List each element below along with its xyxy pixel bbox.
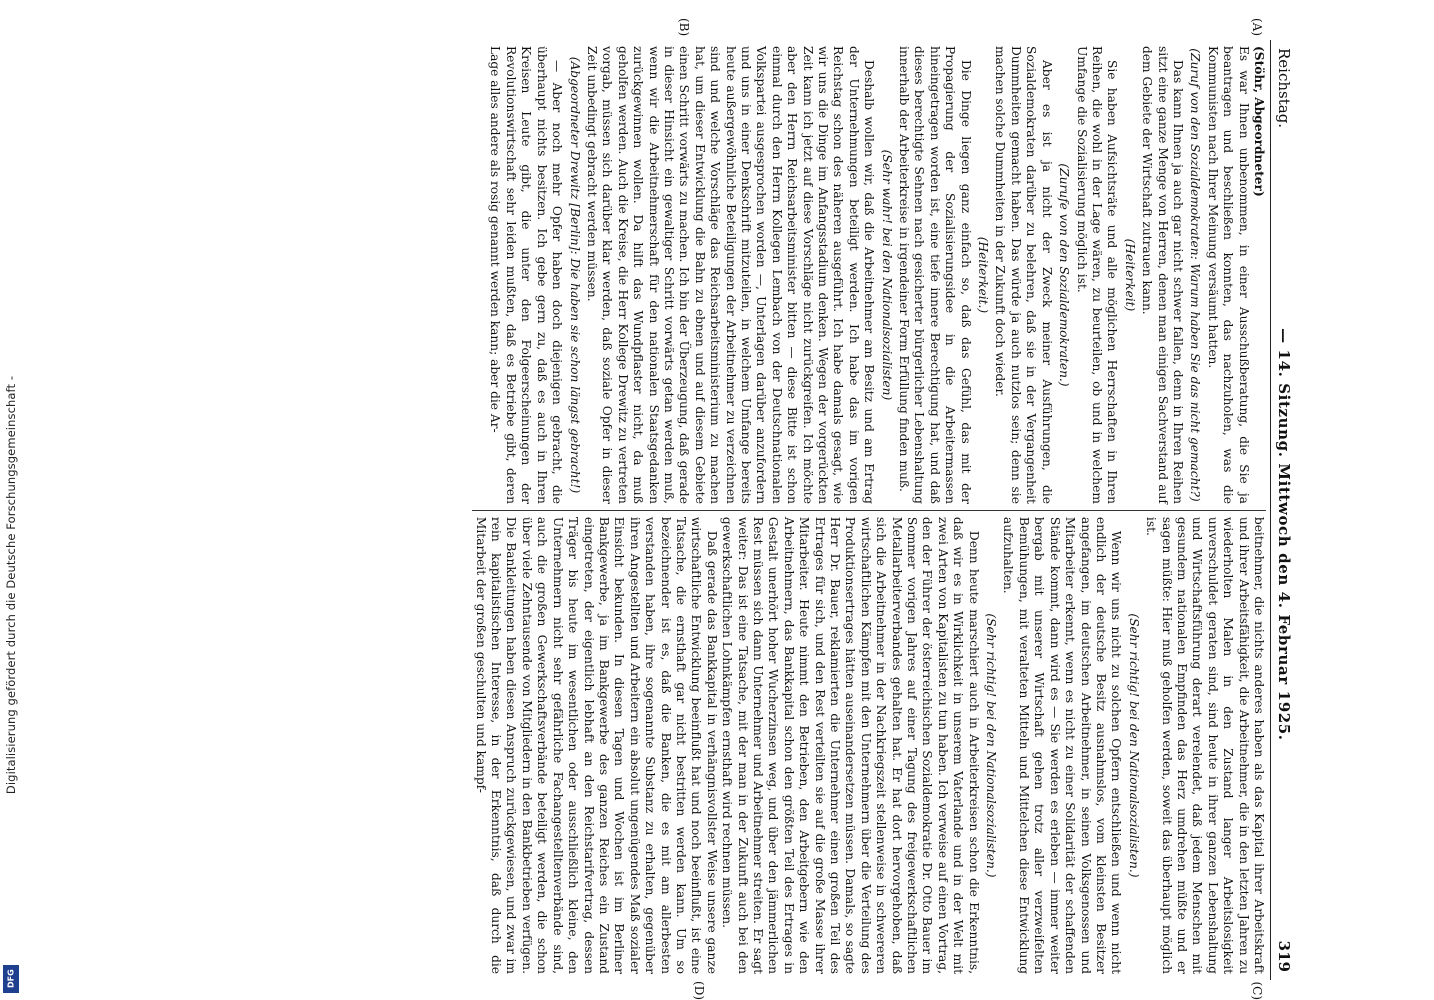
paragraph: Die Dinge liegen ganz einfach so, daß das Gefühl, das mit der Propagierung der Sozialisierungsidee in die Arbeitermassen hineingetragen worden ist, eine tiefe innere Berechtigung hat, und daß dieses berechtigte Sehnen nach gesicherter bürgerlicher Lebenshaltung innerhalb der Arbeiterkreise in irgendeiner Form Erfüllung finden muß. [897, 46, 973, 504]
text-columns [472, 18, 1266, 1000]
paragraph: Das kann Ihnen ja auch gar nicht schwer fallen, denn in Ihren Reihen sitzt eine ganze Menge von Herren, denen man einigen Sachverstand auf dem Gebiete der Wirtschaft zutrauen kann. [1140, 46, 1185, 504]
digitization-note-text: Digitalisierung gefördert durch die Deutsche Forschungsgemeinschaft - [4, 375, 18, 795]
header-left: Reichstag. [1275, 48, 1293, 129]
paragraph: Daß gerade das Bankkapital in verhängnisvollster Weise unsere ganze wirtschaftliche Entwicklung beeinflußt hat und noch beeinflußt, ist eine Tatsache, die ernsthaft gar nicht bestritten werden kann. Um so bezeichnender ist es, daß die Banken, die es mit am allerbesten verstanden haben, ihre sogenannte Substanz zu erhalten, gegenüber ihren Angestellten und Arbeitern ein absolut ungenügendes Maß sozialer Einsicht bekunden. In diesen Tagen und Wochen ist im Berliner Bankgewerbe, ja im Bankgewerbe des ganzen Reiches ein Zustand eingetreten, der eigentlich lebhaft an den Reichstarifvertrag, dessen Träger bis heute im wesentlichen oder ausschließlich kleine, den Unternehmern nicht sehr gefährliche Fachangestelltenverbände sind, auch die großen Gewerkschaftsverbände beteiligt werden, die schon über viele Zehntausende von Mitgliedern in den Bankbetrieben verfügen. Die Bankleitungen haben diesen Anspruch zurückgewiesen, und zwar im rein kapitalistischen Interesse, in der Erkenntnis, daß durch die Mitarbeit der großen geschulten und kampf- [473, 516, 719, 974]
paragraph: Sie haben Aufsichtsräte und alle möglichen Herrschaften in Ihren Reihen, die wohl in der Lage wären, zu beurteilen, ob und in welchem Umfange die Sozialisierung möglich ist. [1074, 46, 1120, 504]
paragraph: Aber es ist ja nicht der Zweck meiner Ausführungen, die Sozialdemokraten darüber zu belehren, daß sie in der Vergangenheit Dummheiten gemacht haben. Das würde ja auch nutzlos sein; denn sie machen solche Dummheiten in der Zukunft doch wieder. [993, 46, 1054, 504]
interjection: (Zurufe von den Sozialdemokraten.) [1057, 163, 1072, 387]
right-column [472, 510, 1266, 980]
paragraph: Es war Ihnen unbenommen, in einer Ausschußberatung, die Sie ja beantragen und beschließen konnten, das nachzuholen, was die Kommunisten nach Ihrer Meinung versäumt hatten. [1205, 46, 1251, 504]
marker-b: (B) [677, 18, 691, 37]
paragraph: — Aber noch mehr Opfer haben doch diejenigen gebracht, die überhaupt nichts besitzen. Ich gebe gern zu, daß es auch in Ihren Kreisen Leute gibt, die unter den Folgeerscheinungen der Revolutionswirtschaft sehr leiden mußten, daß es Betriebe gibt, deren Lage alles andere als rosig genannt werden kann; aber die Ar- [488, 46, 565, 504]
page-number: 319 [1275, 940, 1293, 972]
interjection: (Sehr richtig! bei den Nationalsozialisten.) [984, 613, 999, 878]
marker-c: (C) [1250, 981, 1264, 1000]
interjection: (Zuruf von den Sozialdemokraten: Warum haben Sie das nicht gemacht?) [1188, 48, 1203, 502]
left-column [472, 40, 1266, 510]
page-header [1270, 40, 1293, 980]
dfg-logo: DFG [3, 965, 19, 993]
interjection: (Sehr wahr! bei den Nationalsozialisten) [879, 149, 894, 401]
paragraph: Deshalb wollen wir, daß die Arbeitnehmer am Besitz und am Ertrag der Unternehmungen beteiligt werden. Ich habe das im vorigen Reichstag schon des näheren ausgeführt. Ich habe damals gesagt, wie wir uns die Dinge im Anfangsstadium denken. Wegen der vorgerückten Zeit kann ich jetzt auf diese Vorschläge nicht zurückgreifen. Ich möchte aber den Herrn Reichsarbeitsminister bitten — diese Bitte ist schon einmal durch den Herrn Kollegen Lembach von der Deutschnationalen Volkspartei ausgesprochen worden —, Unterlagen darüber anzufordern und uns in einer Denkschrift mitzuteilen, in welchem Umfange bereits heute außergewöhnliche Beteiligungen der Arbeitnehmer zu verzeichnen sind und welche Vorschläge das Reichsarbeitsministerium zu machen hat, um dieser Entwicklung die Bahn zu ebnen und auf diesem Gebiete einen Schritt vorwärts zu machen. Ich bin der Überzeugung, daß gerade in dieser Hinsicht ein gewaltiger Schritt vorwärts getan werden muß, wenn wir die Arbeitnehmerschaft für den nationalen Staatsgedanken zurückgewinnen wollen. Da hilft das Wundpflaster nicht, da muß geholfen werden. Auch die Kreise, die Herr Kollege Drewitz zu vertreten vorgab, müssen sich darüber klar werden, daß soziale Opfer in dieser Zeit unbedingt gebracht werden müssen. [584, 46, 877, 504]
paragraph: Denn heute marschiert auch in Arbeiterkreisen schon die Erkenntnis, daß wir es in Wirklichkeit in unserem Vaterlande und in der Welt mit zwei Arten von Kapitalisten zu tun haben. Ich verweise auf einen Vortrag, den der Führer der österreichischen Sozialdemokratie Dr. Otto Bauer im Sommer vorigen Jahres auf einer Tagung des freigewerkschaftlichen Metallarbeiterverbandes gehalten hat. Er hat dort hervorgehoben, daß sich die Arbeitnehmer in der Nachkriegszeit stellenweise in schwereren wirtschaftlichen Kämpfen mit den Unternehmern über die Verteilung des Produktionsertrages hätten auseinandersetzen müssen. Damals, so sagte Herr Dr. Bauer, reklamierten die Unternehmer einen großen Teil des Ertrages für sich, und den Rest verteilten sie auf die große Masse ihrer Mitarbeiter. Heute nimmt den Betrieben, den Arbeitgebern wie den Arbeitnehmern, das Bankkapital schon den größten Teil des Ertrages in Gestalt unerhört hoher Wucherzinsen weg, und über den jämmerlichen Rest müssen sich dann Unternehmer und Arbeitnehmer streiten. Er sagt weiter: Das ist eine Tatsache, mit der man in der Zukunft auch bei den gewerkschaftlichen Lohnkämpfen ernsthaft wird rechnen müssen. [720, 516, 981, 974]
speaker-label: (Stöhr, Abgeordneter) [1252, 46, 1266, 197]
paragraph: beitnehmer, die nichts anderes haben als das Kapital ihrer Arbeitskraft und ihrer Arbeitsfähigkeit, die Arbeitnehmer, die in den letzten Jahren zu wiederholten Malen in den Zustand langer Arbeitslosigkeit unverschuldet geraten sind, sind heute in ihrer ganzen Lebenshaltung und Wirtschaftsführung derart verelendet, daß jedem Menschen mit gesundem nationalen Empfinden das Herz umdrehen müßte und er sagen müßte: Hier muß geholfen werden, soweit das überhaupt möglich ist. [1144, 516, 1266, 974]
interjection: (Heiterkeit) [1122, 238, 1137, 312]
interjection: (Sehr richtig! bei den Nationalsozialisten.) [1126, 613, 1141, 878]
digitization-note [0, 0, 22, 1000]
header-session-date: — 14. Sitzung. Mittwoch den 4. Februar 1925. [1275, 328, 1293, 741]
interjection: (Heiterkeit.) [976, 236, 991, 314]
paragraph: Wenn wir uns nicht zu solchen Opfern entschließen und wenn nicht endlich der deutsche Besitz ausnahmslos, vom kleinsten Besitzer angefangen, im deutschen Arbeitnehmer, in seinen Volksgenossen und Mitarbeiter erkennt, wenn es nicht zu einer Solidarität der schaffenden Stände kommt, dann wird es — Sie werden es erleben — immer weiter bergab mit unserer Wirtschaft gehen trotz aller verzweifelten Bemühungen, mit veralteten Mitteln und Mittelchen diese Entwicklung aufzuhalten. [1001, 516, 1124, 974]
interjection: (Abgeordneter Drewitz [Berlin]: Die haben sie schon längst gebracht!) [567, 56, 582, 494]
marker-d: (D) [692, 981, 706, 1000]
marker-a: (A) [1250, 18, 1264, 37]
document-page [138, 18, 1293, 1000]
